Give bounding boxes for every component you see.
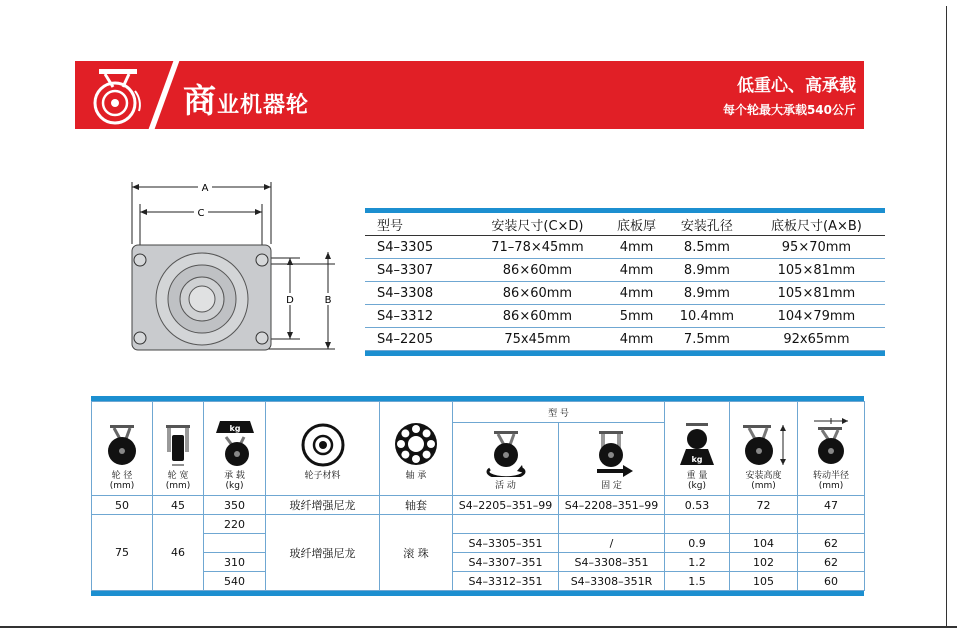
cell-load: 220 bbox=[204, 515, 266, 534]
header-swivel-radius bbox=[798, 402, 865, 496]
table-row bbox=[92, 534, 865, 553]
cell-fixed-model: S4–3308–351 bbox=[559, 553, 665, 572]
cell-bearing: 滚 珠 bbox=[380, 515, 453, 591]
frame-bottom bbox=[0, 626, 957, 628]
table-row bbox=[92, 515, 865, 534]
cell: 86×60mm bbox=[468, 305, 607, 328]
cell-wheel-width: 45 bbox=[153, 496, 204, 515]
cell-weight: 0.53 bbox=[665, 496, 730, 515]
swivel-radius-label: 转动半径 bbox=[812, 471, 849, 481]
header-fixed bbox=[559, 423, 665, 496]
title-first-char: 商 bbox=[183, 81, 217, 120]
cell-weight: 1.2 bbox=[665, 553, 730, 572]
cell-fixed-model: S4–2208–351–99 bbox=[559, 496, 665, 515]
table-row bbox=[92, 496, 865, 515]
cell-mount-height: 105 bbox=[730, 572, 798, 591]
table-row bbox=[92, 553, 865, 572]
cell-swivel-radius: 62 bbox=[798, 553, 865, 572]
dim-label-d: D bbox=[286, 295, 294, 306]
cell: 92x65mm bbox=[748, 328, 885, 351]
cell: 7.5mm bbox=[666, 328, 748, 351]
cell: S4–3305 bbox=[365, 236, 468, 259]
cell-mount-height: 104 bbox=[730, 534, 798, 553]
cell: S4–3308 bbox=[365, 282, 468, 305]
fixed-caster-icon bbox=[587, 429, 637, 477]
wheel-diameter-icon bbox=[102, 423, 142, 467]
header-weight bbox=[665, 402, 730, 496]
bearing-label: 轴 承 bbox=[405, 471, 427, 481]
load-kg-icon bbox=[212, 419, 258, 467]
cell: 4mm bbox=[607, 282, 666, 305]
mount-height-unit: (mm) bbox=[751, 481, 776, 491]
cell-swivel-model bbox=[453, 515, 559, 534]
cell: 104×79mm bbox=[748, 305, 885, 328]
col-model: 型号 bbox=[365, 213, 468, 236]
kg-badge: kg bbox=[228, 424, 241, 433]
cell: 95×70mm bbox=[748, 236, 885, 259]
wheel-width-icon bbox=[163, 423, 193, 467]
header-model: 型 号 bbox=[453, 402, 665, 423]
cell-mount-height: 102 bbox=[730, 553, 798, 572]
page-title bbox=[183, 75, 309, 122]
cell-weight: 0.9 bbox=[665, 534, 730, 553]
cell: S4–3307 bbox=[365, 259, 468, 282]
cell: 4mm bbox=[607, 328, 666, 351]
material-label: 轮子材料 bbox=[304, 471, 341, 481]
cell-swivel-model: S4–3312–351 bbox=[453, 572, 559, 591]
cell: 105×81mm bbox=[748, 282, 885, 305]
caster-logo-icon bbox=[79, 61, 159, 129]
cell: S4–2205 bbox=[365, 328, 468, 351]
cell: 4mm bbox=[607, 259, 666, 282]
cell-material: 玻纤增强尼龙 bbox=[266, 515, 380, 591]
cell-swivel-model: S4–3305–351 bbox=[453, 534, 559, 553]
table-row bbox=[365, 328, 885, 351]
cell: 4mm bbox=[607, 236, 666, 259]
frame-right bbox=[946, 6, 947, 626]
swivel-radius-unit: (mm) bbox=[818, 481, 844, 491]
table-header-row bbox=[365, 213, 885, 236]
load-label: 承 载 bbox=[224, 471, 245, 481]
cell-wheel-diameter: 50 bbox=[92, 496, 153, 515]
cell-swivel-radius: 47 bbox=[798, 496, 865, 515]
dim-label-a: A bbox=[201, 183, 209, 194]
cell-swivel-radius: 62 bbox=[798, 534, 865, 553]
cell-wheel-diameter: 75 bbox=[92, 515, 153, 591]
header-wheel-width bbox=[153, 402, 204, 496]
cell-weight: 1.5 bbox=[665, 572, 730, 591]
swivel-label: 活 动 bbox=[495, 481, 516, 491]
mounting-plate-drawing bbox=[125, 176, 345, 356]
caster-product-table bbox=[91, 396, 864, 596]
swivel-radius-icon bbox=[806, 417, 856, 467]
cell-load: 310 bbox=[204, 553, 266, 572]
title-rest: 业机器轮 bbox=[217, 93, 310, 118]
table-row bbox=[365, 236, 885, 259]
swivel-caster-icon bbox=[484, 429, 528, 477]
cell: 8.9mm bbox=[666, 259, 748, 282]
ball-bearing-icon bbox=[393, 421, 439, 467]
cell-swivel-model: S4–3307–351 bbox=[453, 553, 559, 572]
header-load bbox=[204, 402, 266, 496]
cell-swivel-radius: 60 bbox=[798, 572, 865, 591]
slogan-sub: 每个轮最大承载540公斤 bbox=[722, 103, 856, 117]
cell-swivel-radius bbox=[798, 515, 865, 534]
dim-label-b: B bbox=[324, 295, 332, 306]
wheel-diameter-unit: (mm) bbox=[109, 481, 135, 491]
col-hole-diameter: 安装孔径 bbox=[666, 213, 748, 236]
cell-mount-height: 72 bbox=[730, 496, 798, 515]
mounting-spec-table bbox=[365, 208, 885, 356]
cell: 75x45mm bbox=[468, 328, 607, 351]
cell-fixed-model bbox=[559, 515, 665, 534]
cell: 8.5mm bbox=[666, 236, 748, 259]
table-bottom-bar bbox=[365, 351, 885, 356]
cell-fixed-model: S4–3308–351R bbox=[559, 572, 665, 591]
wheel-diameter-label: 轮 径 bbox=[111, 471, 133, 481]
header-banner bbox=[75, 61, 864, 129]
slogan: 低重心、高承载 bbox=[737, 76, 856, 96]
header-mount-height bbox=[730, 402, 798, 496]
dim-label-c: C bbox=[197, 208, 205, 219]
header-bearing bbox=[380, 402, 453, 496]
wheel-width-label: 轮 宽 bbox=[167, 471, 189, 481]
cell-mount-height bbox=[730, 515, 798, 534]
table-row bbox=[92, 572, 865, 591]
cell: 10.4mm bbox=[666, 305, 748, 328]
cell-load: 350 bbox=[204, 496, 266, 515]
col-plate-size: 底板尺寸(A×B) bbox=[748, 213, 885, 236]
mount-height-icon bbox=[737, 423, 791, 467]
cell-swivel-model: S4–2205–351–99 bbox=[453, 496, 559, 515]
cell-weight bbox=[665, 515, 730, 534]
wheel-width-unit: (mm) bbox=[165, 481, 191, 491]
cell-fixed-model: / bbox=[559, 534, 665, 553]
cell: 5mm bbox=[607, 305, 666, 328]
table-row bbox=[365, 259, 885, 282]
weight-kg-icon bbox=[674, 421, 720, 467]
cell: 86×60mm bbox=[468, 259, 607, 282]
cell-load bbox=[204, 534, 266, 553]
cell-wheel-width: 46 bbox=[153, 515, 204, 591]
table-row bbox=[365, 282, 885, 305]
cell: 8.9mm bbox=[666, 282, 748, 305]
weight-label: 重 量 bbox=[686, 471, 708, 481]
cell-load: 540 bbox=[204, 572, 266, 591]
table-bottom-bar bbox=[91, 591, 864, 596]
table-row bbox=[365, 305, 885, 328]
col-plate-thickness: 底板厚 bbox=[607, 213, 666, 236]
cell-material: 玻纤增强尼龙 bbox=[266, 496, 380, 515]
load-unit: (kg) bbox=[225, 481, 244, 491]
mount-height-label: 安装高度 bbox=[745, 471, 782, 481]
cell: 71–78×45mm bbox=[468, 236, 607, 259]
cell: S4–3312 bbox=[365, 305, 468, 328]
header-swivel bbox=[453, 423, 559, 496]
wheel-material-icon bbox=[301, 423, 345, 467]
weight-unit: (kg) bbox=[688, 481, 706, 491]
header-wheel-diameter bbox=[92, 402, 153, 496]
cell: 105×81mm bbox=[748, 259, 885, 282]
kg-badge: kg bbox=[691, 455, 703, 464]
cell-bearing: 轴套 bbox=[380, 496, 453, 515]
col-mount-size: 安装尺寸(C×D) bbox=[468, 213, 607, 236]
cell: 86×60mm bbox=[468, 282, 607, 305]
fixed-label: 固 定 bbox=[601, 481, 622, 491]
header-material bbox=[266, 402, 380, 496]
